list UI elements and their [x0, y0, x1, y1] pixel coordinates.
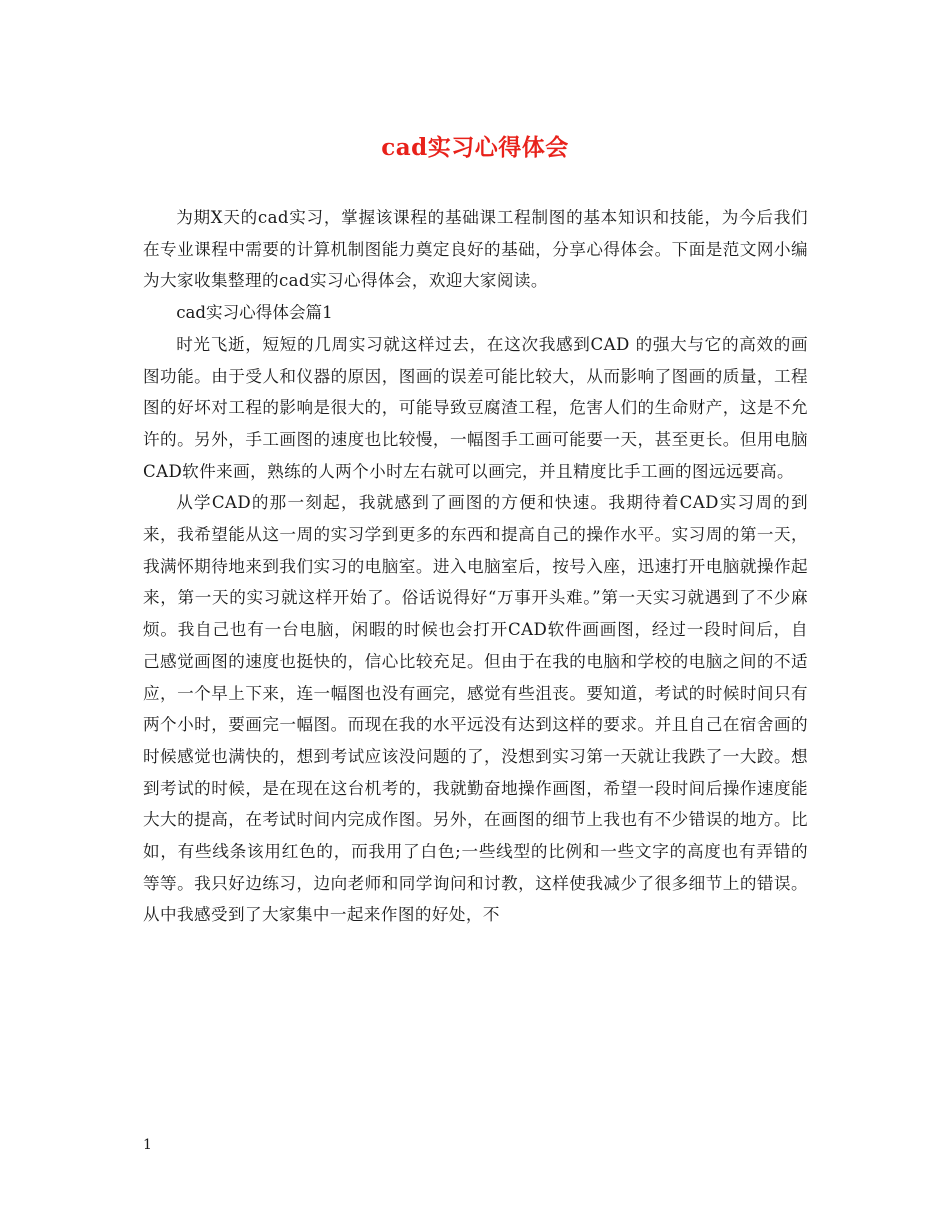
section-heading: cad实习心得体会篇1 [176, 303, 333, 323]
page-number: 1 [143, 1137, 152, 1153]
document-title: cad实习心得体会 [381, 134, 569, 161]
document-body [143, 202, 808, 931]
body-paragraph-1: 时光飞逝，短短的几周实习就这样过去，在这次我感到CAD 的强大与它的高效的画图功能。由于受人和仪器的原因，图画的误差可能比较大，从而影响了图画的质量，工程图的好坏对工程的影响是很大的，可能导致豆腐渣工程，危害人们的生命财产，这是不允许的。另外，手工画图的速度也比较慢，一幅图手工画可能要一天，甚至更长。但用电脑CAD软件来画，熟练的人两个小时左右就可以画完，并且精度比手工画的图远远要高。 [143, 334, 808, 481]
body-paragraph-2: 从学CAD的那一刻起，我就感到了画图的方便和快速。我期待着CAD实习周的到来，我希望能从这一周的实习学到更多的东西和提高自己的操作水平。实习周的第一天，我满怀期待地来到我们实习的电脑室。进入电脑室后，按号入座，迅速打开电脑就操作起来，第一天的实习就这样开始了。俗话说得好“万事开头难。”第一天实习就遇到了不少麻烦。我自己也有一台电脑，闲暇的时候也会打开CAD软件画画图，经过一段时间后，自己感觉画图的速度也挺快的，信心比较充足。但由于在我的电脑和学校的电脑之间的不适应，一个早上下来，连一幅图也没有画完，感觉有些沮丧。要知道，考试的时候时间只有两个小时，要画完一幅图。而现在我的水平远没有达到这样的要求。并且自己在宿舍画的时候感觉也满快的，想到考试应该没问题的了，没想到实习第一天就让我跌了一大跤。想到考试的时候，是在现在这台机考的，我就勤奋地操作画图，希望一段时间后操作速度能大大的提高，在考试时间内完成作图。另外，在画图的细节上我也有不少错误的地方。比如，有些线条该用红色的，而我用了白色;一些线型的比例和一些文字的高度也有弄错的等等。我只好边练习，边向老师和同学询问和讨教，这样使我减少了很多细节上的错误。从中我感受到了大家集中一起来作图的好处，不 [143, 493, 808, 925]
intro-paragraph: 为期X天的cad实习，掌握该课程的基础课工程制图的基本知识和技能，为今后我们在专业课程中需要的计算机制图能力奠定良好的基础，分享心得体会。下面是范文网小编为大家收集整理的cad实习心得体会，欢迎大家阅读。 [143, 208, 808, 291]
